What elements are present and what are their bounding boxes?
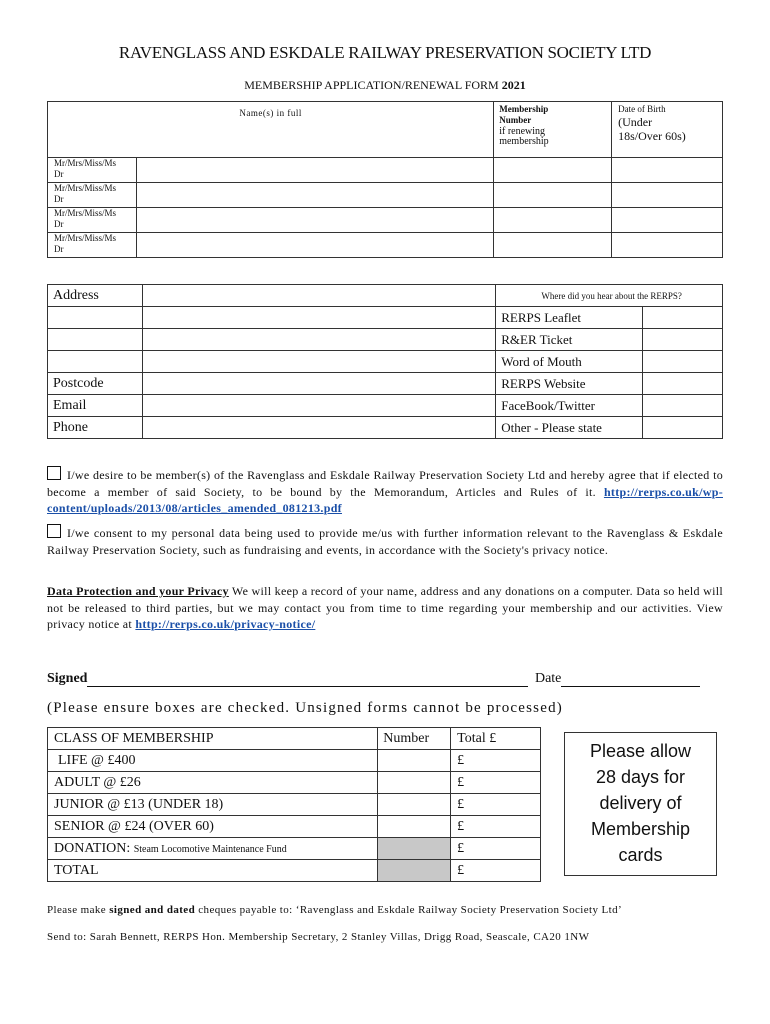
source-checkbox[interactable] <box>643 307 723 329</box>
address-input[interactable] <box>142 285 495 307</box>
dob-note-2: 18s/Over 60s) <box>618 129 686 143</box>
class-row <box>48 816 541 838</box>
dob-input[interactable] <box>612 208 723 233</box>
source-label: Other - Please state <box>496 417 643 439</box>
dob-title: Date of Birth <box>618 104 666 114</box>
membership-number-input[interactable] <box>494 208 612 233</box>
articles-link[interactable]: http://rerps.co.uk/wp-content/uploads/2013/08/articles_amended_081213.pdf <box>47 484 723 515</box>
total-input[interactable] <box>451 794 541 816</box>
notice-line: cards <box>618 845 663 865</box>
name-heading: Name(s) in full <box>48 102 494 158</box>
class-label: SENIOR @ £24 (OVER 60) <box>48 816 378 838</box>
currency-symbol: £ <box>457 818 465 834</box>
class-row <box>48 772 541 794</box>
class-label: ADULT @ £26 <box>48 772 378 794</box>
address-input[interactable] <box>142 307 495 329</box>
title-options: Mr/Mrs/Miss/Ms <box>54 208 117 218</box>
source-label: RERPS Website <box>496 373 643 395</box>
form-subtitle <box>0 78 770 93</box>
data-consent-text: I/we consent to my personal data being used to provide me/us with further information relevant to the Ravenglass & Eskdale Railway Preservation Society, such as fundraising and events, in accordance with the Society's privacy notice. <box>47 526 723 557</box>
number-heading: Number <box>378 728 451 750</box>
name-input[interactable] <box>136 233 493 258</box>
membership-class-table <box>47 727 541 882</box>
phone-label: Phone <box>48 417 143 439</box>
name-row <box>48 158 723 183</box>
data-protection-text: We will keep a record of your name, address and any donations on a computer. Data so held will not be released to third parties, but we may contact you from time to time regarding your membership and our activities. View privacy notice at <box>47 584 724 631</box>
membership-consent-checkbox[interactable] <box>47 466 61 480</box>
phone-input[interactable] <box>142 417 495 439</box>
address-continued <box>48 307 143 329</box>
subtitle-year: 2021 <box>501 78 526 92</box>
names-table <box>47 101 723 258</box>
name-input[interactable] <box>136 183 493 208</box>
title-options: Mr/Mrs/Miss/Ms <box>54 233 117 243</box>
title-cell <box>48 158 137 183</box>
dob-note-1: (Under <box>618 115 653 129</box>
title-cell <box>48 208 137 233</box>
notice-line: Please allow <box>589 741 692 761</box>
source-checkbox[interactable] <box>643 395 723 417</box>
source-label: RERPS Leaflet <box>496 307 643 329</box>
membership-consent-text: I/we desire to be member(s) of the Ravenglass and Eskdale Railway Preservation Society Ltd and hereby agree that if elected to become a member of said Society, to be bound by the Memorandum, Articles and Rules of it. <box>47 468 723 499</box>
signed-label: Signed <box>47 671 88 686</box>
notice-line: Membership <box>590 819 691 839</box>
notice-line: 28 days for <box>595 767 686 787</box>
currency-symbol: £ <box>457 840 465 856</box>
cheque-bold: signed and dated <box>109 904 196 916</box>
address-input[interactable] <box>142 351 495 373</box>
currency-symbol: £ <box>457 752 465 768</box>
postcode-input[interactable] <box>142 373 495 395</box>
source-label: Word of Mouth <box>496 351 643 373</box>
membership-number-heading <box>494 102 612 158</box>
currency-symbol: £ <box>457 862 465 878</box>
address-input[interactable] <box>142 329 495 351</box>
number-disabled <box>378 838 451 860</box>
dob-input[interactable] <box>612 158 723 183</box>
date-input[interactable] <box>561 672 700 687</box>
title-cell <box>48 233 137 258</box>
name-input[interactable] <box>136 208 493 233</box>
name-row <box>48 208 723 233</box>
send-to-address: Send to: Sarah Bennett, RERPS Hon. Membership Secretary, 2 Stanley Villas, Drigg Road, Seascale, CA20 1NW <box>47 931 590 943</box>
class-row <box>48 750 541 772</box>
membership-number-input[interactable] <box>494 158 612 183</box>
membership-number-input[interactable] <box>494 233 612 258</box>
delivery-notice-box <box>564 732 717 876</box>
notice-line: delivery of <box>599 793 682 813</box>
source-checkbox[interactable] <box>643 373 723 395</box>
cheque-suffix: cheques payable to: ‘Ravenglass and Eskdale Railway Society Preservation Society Ltd’ <box>198 904 623 916</box>
address-continued <box>48 329 143 351</box>
donation-fund: Steam Locomotive Maintenance Fund <box>133 843 287 855</box>
class-row <box>48 838 541 860</box>
number-input[interactable] <box>378 794 451 816</box>
subtitle-text: MEMBERSHIP APPLICATION/RENEWAL FORM <box>244 78 499 92</box>
data-protection-heading: Data Protection and your Privacy <box>47 584 229 598</box>
membership-consent <box>47 466 723 517</box>
address-continued <box>48 351 143 373</box>
total-input[interactable] <box>451 750 541 772</box>
total-input[interactable] <box>451 860 541 882</box>
title-option-dr: Dr <box>54 169 64 179</box>
title-cell <box>48 183 137 208</box>
address-label: Address <box>48 285 143 307</box>
number-input[interactable] <box>378 750 451 772</box>
source-label: FaceBook/Twitter <box>496 395 643 417</box>
membership-heading-1: Membership <box>499 104 549 114</box>
title-option-dr: Dr <box>54 219 64 229</box>
number-input[interactable] <box>378 772 451 794</box>
dob-heading <box>612 102 723 158</box>
signature-input[interactable] <box>87 672 528 687</box>
class-label <box>48 838 378 860</box>
ensure-notice: (Please ensure boxes are checked. Unsigned forms cannot be processed) <box>47 700 563 716</box>
source-label: R&ER Ticket <box>496 329 643 351</box>
cheque-prefix: Please make <box>47 904 107 916</box>
title-options: Mr/Mrs/Miss/Ms <box>54 158 117 168</box>
source-other-input[interactable] <box>643 417 723 439</box>
postcode-label: Postcode <box>48 373 143 395</box>
class-heading: CLASS OF MEMBERSHIP <box>48 728 378 750</box>
dob-input[interactable] <box>612 233 723 258</box>
total-heading: Total £ <box>451 728 541 750</box>
title-options: Mr/Mrs/Miss/Ms <box>54 183 117 193</box>
date-label: Date <box>534 671 562 686</box>
source-checkbox[interactable] <box>643 329 723 351</box>
membership-note-1: if renewing <box>499 126 546 137</box>
class-label: JUNIOR @ £13 (UNDER 18) <box>48 794 378 816</box>
address-table <box>47 284 723 439</box>
privacy-notice-link[interactable]: http://rerps.co.uk/privacy-notice/ <box>135 617 316 631</box>
donation-label: DONATION: <box>54 840 131 856</box>
name-input[interactable] <box>136 158 493 183</box>
name-row <box>48 233 723 258</box>
membership-note-2: membership <box>499 136 549 147</box>
number-input[interactable] <box>378 816 451 838</box>
form-title: RAVENGLASS AND ESKDALE RAILWAY PRESERVATION SOCIETY LTD <box>118 43 652 62</box>
data-protection <box>47 583 723 633</box>
hear-about-heading: Where did you hear about the RERPS? <box>496 285 723 307</box>
currency-symbol: £ <box>457 774 465 790</box>
source-checkbox[interactable] <box>643 351 723 373</box>
title-option-dr: Dr <box>54 194 64 204</box>
total-input[interactable] <box>451 838 541 860</box>
dob-input[interactable] <box>612 183 723 208</box>
membership-number-input[interactable] <box>494 183 612 208</box>
email-label: Email <box>48 395 143 417</box>
total-input[interactable] <box>451 816 541 838</box>
currency-symbol: £ <box>457 796 465 812</box>
total-input[interactable] <box>451 772 541 794</box>
cheque-instructions <box>47 904 622 916</box>
class-label: LIFE @ £400 <box>48 750 378 772</box>
signature-row <box>47 671 727 687</box>
class-label: TOTAL <box>48 860 378 882</box>
number-disabled <box>378 860 451 882</box>
class-row <box>48 794 541 816</box>
name-row <box>48 183 723 208</box>
membership-heading-2: Number <box>499 115 532 125</box>
class-row <box>48 860 541 882</box>
data-consent-checkbox[interactable] <box>47 524 61 538</box>
email-input[interactable] <box>142 395 495 417</box>
data-consent <box>47 524 723 558</box>
title-option-dr: Dr <box>54 244 64 254</box>
